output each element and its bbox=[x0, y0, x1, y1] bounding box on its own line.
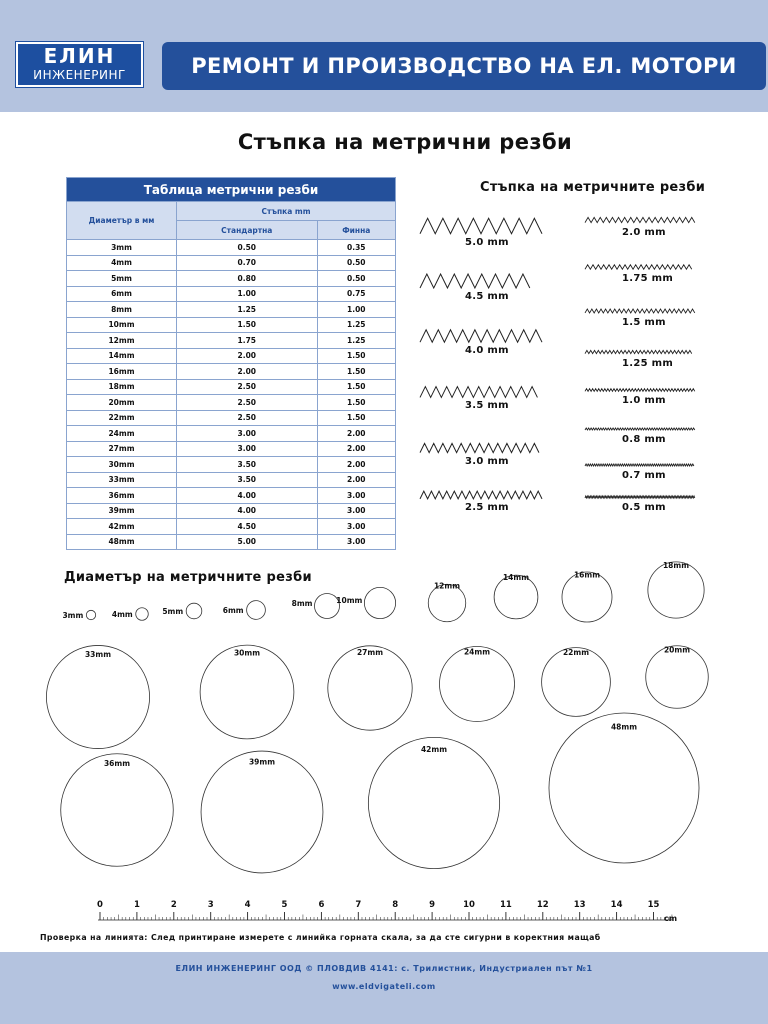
cell-diameter: 30mm bbox=[67, 457, 177, 473]
cell-standard: 1.25 bbox=[177, 302, 318, 318]
ruler-number: 13 bbox=[573, 900, 586, 910]
cell-fine: 2.00 bbox=[317, 472, 395, 488]
logo-line2: ИНЖЕНЕРИНГ bbox=[33, 68, 126, 82]
cell-fine: 2.00 bbox=[317, 441, 395, 457]
pitch-label: 2.0 mm bbox=[622, 226, 666, 238]
circle-label: 16mm bbox=[573, 570, 601, 580]
cell-standard: 3.50 bbox=[177, 457, 318, 473]
circle-label: 12mm bbox=[433, 581, 461, 591]
cell-standard: 3.00 bbox=[177, 441, 318, 457]
ruler-number: 1 bbox=[133, 900, 140, 910]
cell-standard: 2.50 bbox=[177, 410, 318, 426]
cell-fine: 1.50 bbox=[317, 410, 395, 426]
diameter-circle bbox=[201, 751, 323, 873]
logo-line1: ЕЛИН bbox=[43, 44, 116, 68]
cell-standard: 1.75 bbox=[177, 333, 318, 349]
circle-label: 36mm bbox=[103, 759, 131, 769]
cell-fine: 3.00 bbox=[317, 519, 395, 535]
cell-standard: 4.00 bbox=[177, 488, 318, 504]
circle-label: 39mm bbox=[248, 757, 276, 767]
ruler-note: Проверка на линията: След принтиране измерете с линийка горната скала, за да сте сигурни в коректния мащаб bbox=[40, 933, 601, 942]
ruler-number: 10 bbox=[463, 900, 475, 910]
circle-label: 4mm bbox=[111, 610, 133, 619]
cell-fine: 1.50 bbox=[317, 364, 395, 380]
header-banner: РЕМОНТ И ПРОИЗВОДСТВО НА ЕЛ. МОТОРИ bbox=[162, 42, 766, 90]
ruler-number: 9 bbox=[429, 900, 436, 910]
circle-label: 20mm bbox=[663, 645, 691, 655]
ruler-number: 11 bbox=[499, 900, 512, 910]
pitch-label: 1.25 mm bbox=[622, 357, 674, 369]
pitch-label: 4.5 mm bbox=[465, 290, 509, 302]
pitch-label: 1.75 mm bbox=[622, 273, 674, 285]
circle-label: 30mm bbox=[233, 648, 261, 658]
cell-diameter: 10mm bbox=[67, 317, 177, 333]
ruler-number: 4 bbox=[244, 900, 251, 910]
ruler-number: 14 bbox=[610, 900, 623, 910]
cell-fine: 2.00 bbox=[317, 426, 395, 442]
cell-fine: 3.00 bbox=[317, 488, 395, 504]
cell-diameter: 33mm bbox=[67, 472, 177, 488]
diameter-circle bbox=[549, 713, 699, 863]
cell-fine: 3.00 bbox=[317, 534, 395, 550]
pitch-label: 0.8 mm bbox=[622, 434, 666, 446]
cell-diameter: 27mm bbox=[67, 441, 177, 457]
diameter-circle bbox=[136, 608, 149, 621]
diameter-circle bbox=[186, 603, 202, 619]
circle-label: 14mm bbox=[502, 572, 530, 582]
cell-diameter: 6mm bbox=[67, 286, 177, 302]
cell-standard: 1.50 bbox=[177, 317, 318, 333]
cell-standard: 2.50 bbox=[177, 395, 318, 411]
cell-diameter: 8mm bbox=[67, 302, 177, 318]
pitch-section-title: Стъпка на метричните резби bbox=[480, 180, 706, 195]
pitch-label: 0.7 mm bbox=[622, 470, 666, 481]
cell-diameter: 3mm bbox=[67, 240, 177, 256]
cell-fine: 0.75 bbox=[317, 286, 395, 302]
col-header-pitch: Стъпка mm bbox=[177, 202, 396, 221]
cell-fine: 3.00 bbox=[317, 503, 395, 519]
pitch-label: 2.5 mm bbox=[465, 501, 509, 513]
footer-band bbox=[0, 952, 768, 1024]
diameter-circle bbox=[648, 562, 704, 618]
col-header-diameter: Диаметър в мм bbox=[67, 202, 177, 240]
pitch-label: 0.5 mm bbox=[622, 502, 666, 513]
pitch-label: 5.0 mm bbox=[465, 236, 509, 248]
diameter-circle bbox=[368, 737, 499, 868]
ruler-number: 8 bbox=[392, 900, 399, 910]
circle-label: 22mm bbox=[562, 648, 590, 658]
cell-standard: 0.80 bbox=[177, 271, 318, 287]
cell-standard: 4.00 bbox=[177, 503, 318, 519]
cell-diameter: 4mm bbox=[67, 255, 177, 271]
ruler-number: 15 bbox=[647, 900, 660, 910]
ruler-number: 7 bbox=[355, 900, 362, 910]
cell-standard: 5.00 bbox=[177, 534, 318, 550]
footer-website[interactable]: www.eldvigateli.com bbox=[332, 982, 436, 991]
cell-fine: 0.50 bbox=[317, 255, 395, 271]
cell-standard: 1.00 bbox=[177, 286, 318, 302]
pitch-label: 1.5 mm bbox=[622, 316, 666, 328]
circle-label: 8mm bbox=[291, 599, 313, 608]
cell-fine: 1.50 bbox=[317, 379, 395, 395]
cell-standard: 0.70 bbox=[177, 255, 318, 271]
pitch-label: 1.0 mm bbox=[622, 395, 666, 407]
cell-fine: 1.25 bbox=[317, 317, 395, 333]
circle-label: 33mm bbox=[84, 649, 112, 659]
ruler-number: 5 bbox=[281, 900, 288, 910]
cell-fine: 1.00 bbox=[317, 302, 395, 318]
cell-diameter: 36mm bbox=[67, 488, 177, 504]
diameter-circle bbox=[200, 645, 294, 739]
page-title: Стъпка на метрични резби bbox=[237, 130, 573, 154]
cell-diameter: 48mm bbox=[67, 534, 177, 550]
cell-diameter: 14mm bbox=[67, 348, 177, 364]
pitch-label: 4.0 mm bbox=[465, 345, 509, 357]
col-header-fine: Финна bbox=[317, 221, 395, 240]
cell-diameter: 12mm bbox=[67, 333, 177, 349]
circle-label: 24mm bbox=[463, 647, 491, 657]
diameter-section-title: Диаметър на метричните резби bbox=[64, 570, 312, 585]
cell-diameter: 42mm bbox=[67, 519, 177, 535]
cell-diameter: 18mm bbox=[67, 379, 177, 395]
cell-diameter: 22mm bbox=[67, 410, 177, 426]
ruler-number: 6 bbox=[318, 900, 325, 910]
cell-diameter: 16mm bbox=[67, 364, 177, 380]
table-title: Таблица метрични резби bbox=[67, 178, 396, 202]
cell-fine: 1.25 bbox=[317, 333, 395, 349]
cell-standard: 3.50 bbox=[177, 472, 318, 488]
diameter-circle bbox=[542, 648, 611, 717]
diameter-circle bbox=[86, 610, 95, 619]
pitch-label: 3.5 mm bbox=[465, 400, 509, 412]
cell-fine: 1.50 bbox=[317, 395, 395, 411]
ruler-unit: cm bbox=[664, 914, 678, 923]
diameter-circle bbox=[439, 646, 514, 721]
cell-diameter: 20mm bbox=[67, 395, 177, 411]
diameter-circle bbox=[61, 754, 174, 867]
cell-standard: 2.00 bbox=[177, 348, 318, 364]
circle-label: 27mm bbox=[356, 648, 384, 658]
circle-label: 42mm bbox=[420, 744, 448, 754]
cell-standard: 3.00 bbox=[177, 426, 318, 442]
diameter-circle bbox=[364, 587, 395, 618]
circle-label: 48mm bbox=[610, 722, 638, 732]
cell-diameter: 5mm bbox=[67, 271, 177, 287]
circle-label: 10mm bbox=[336, 596, 363, 605]
cell-standard: 2.50 bbox=[177, 379, 318, 395]
footer-address: ЕЛИН ИНЖЕНЕРИНГ ООД © ПЛОВДИВ 4141: с. Трилистник, Индустриален път №1 bbox=[175, 964, 593, 973]
cell-fine: 0.50 bbox=[317, 271, 395, 287]
ruler-number: 2 bbox=[170, 900, 177, 910]
ruler-number: 12 bbox=[536, 900, 549, 910]
diameter-circle bbox=[646, 646, 709, 709]
circle-label: 6mm bbox=[222, 606, 244, 615]
col-header-standard: Стандартна bbox=[177, 221, 318, 240]
cell-diameter: 39mm bbox=[67, 503, 177, 519]
check-ruler bbox=[0, 890, 768, 930]
cell-standard: 0.50 bbox=[177, 240, 318, 256]
diameter-circle bbox=[46, 645, 149, 748]
circle-label: 3mm bbox=[62, 611, 84, 620]
cell-fine: 1.50 bbox=[317, 348, 395, 364]
ruler-number: 0 bbox=[97, 900, 103, 910]
ruler-number: 3 bbox=[207, 900, 214, 910]
cell-standard: 4.50 bbox=[177, 519, 318, 535]
circle-label: 18mm bbox=[662, 561, 690, 571]
cell-fine: 2.00 bbox=[317, 457, 395, 473]
circle-label: 5mm bbox=[162, 607, 184, 616]
cell-diameter: 24mm bbox=[67, 426, 177, 442]
diameter-circle bbox=[247, 601, 266, 620]
cell-fine: 0.35 bbox=[317, 240, 395, 256]
cell-standard: 2.00 bbox=[177, 364, 318, 380]
pitch-label: 3.0 mm bbox=[465, 455, 509, 467]
diameter-circle bbox=[328, 646, 412, 730]
